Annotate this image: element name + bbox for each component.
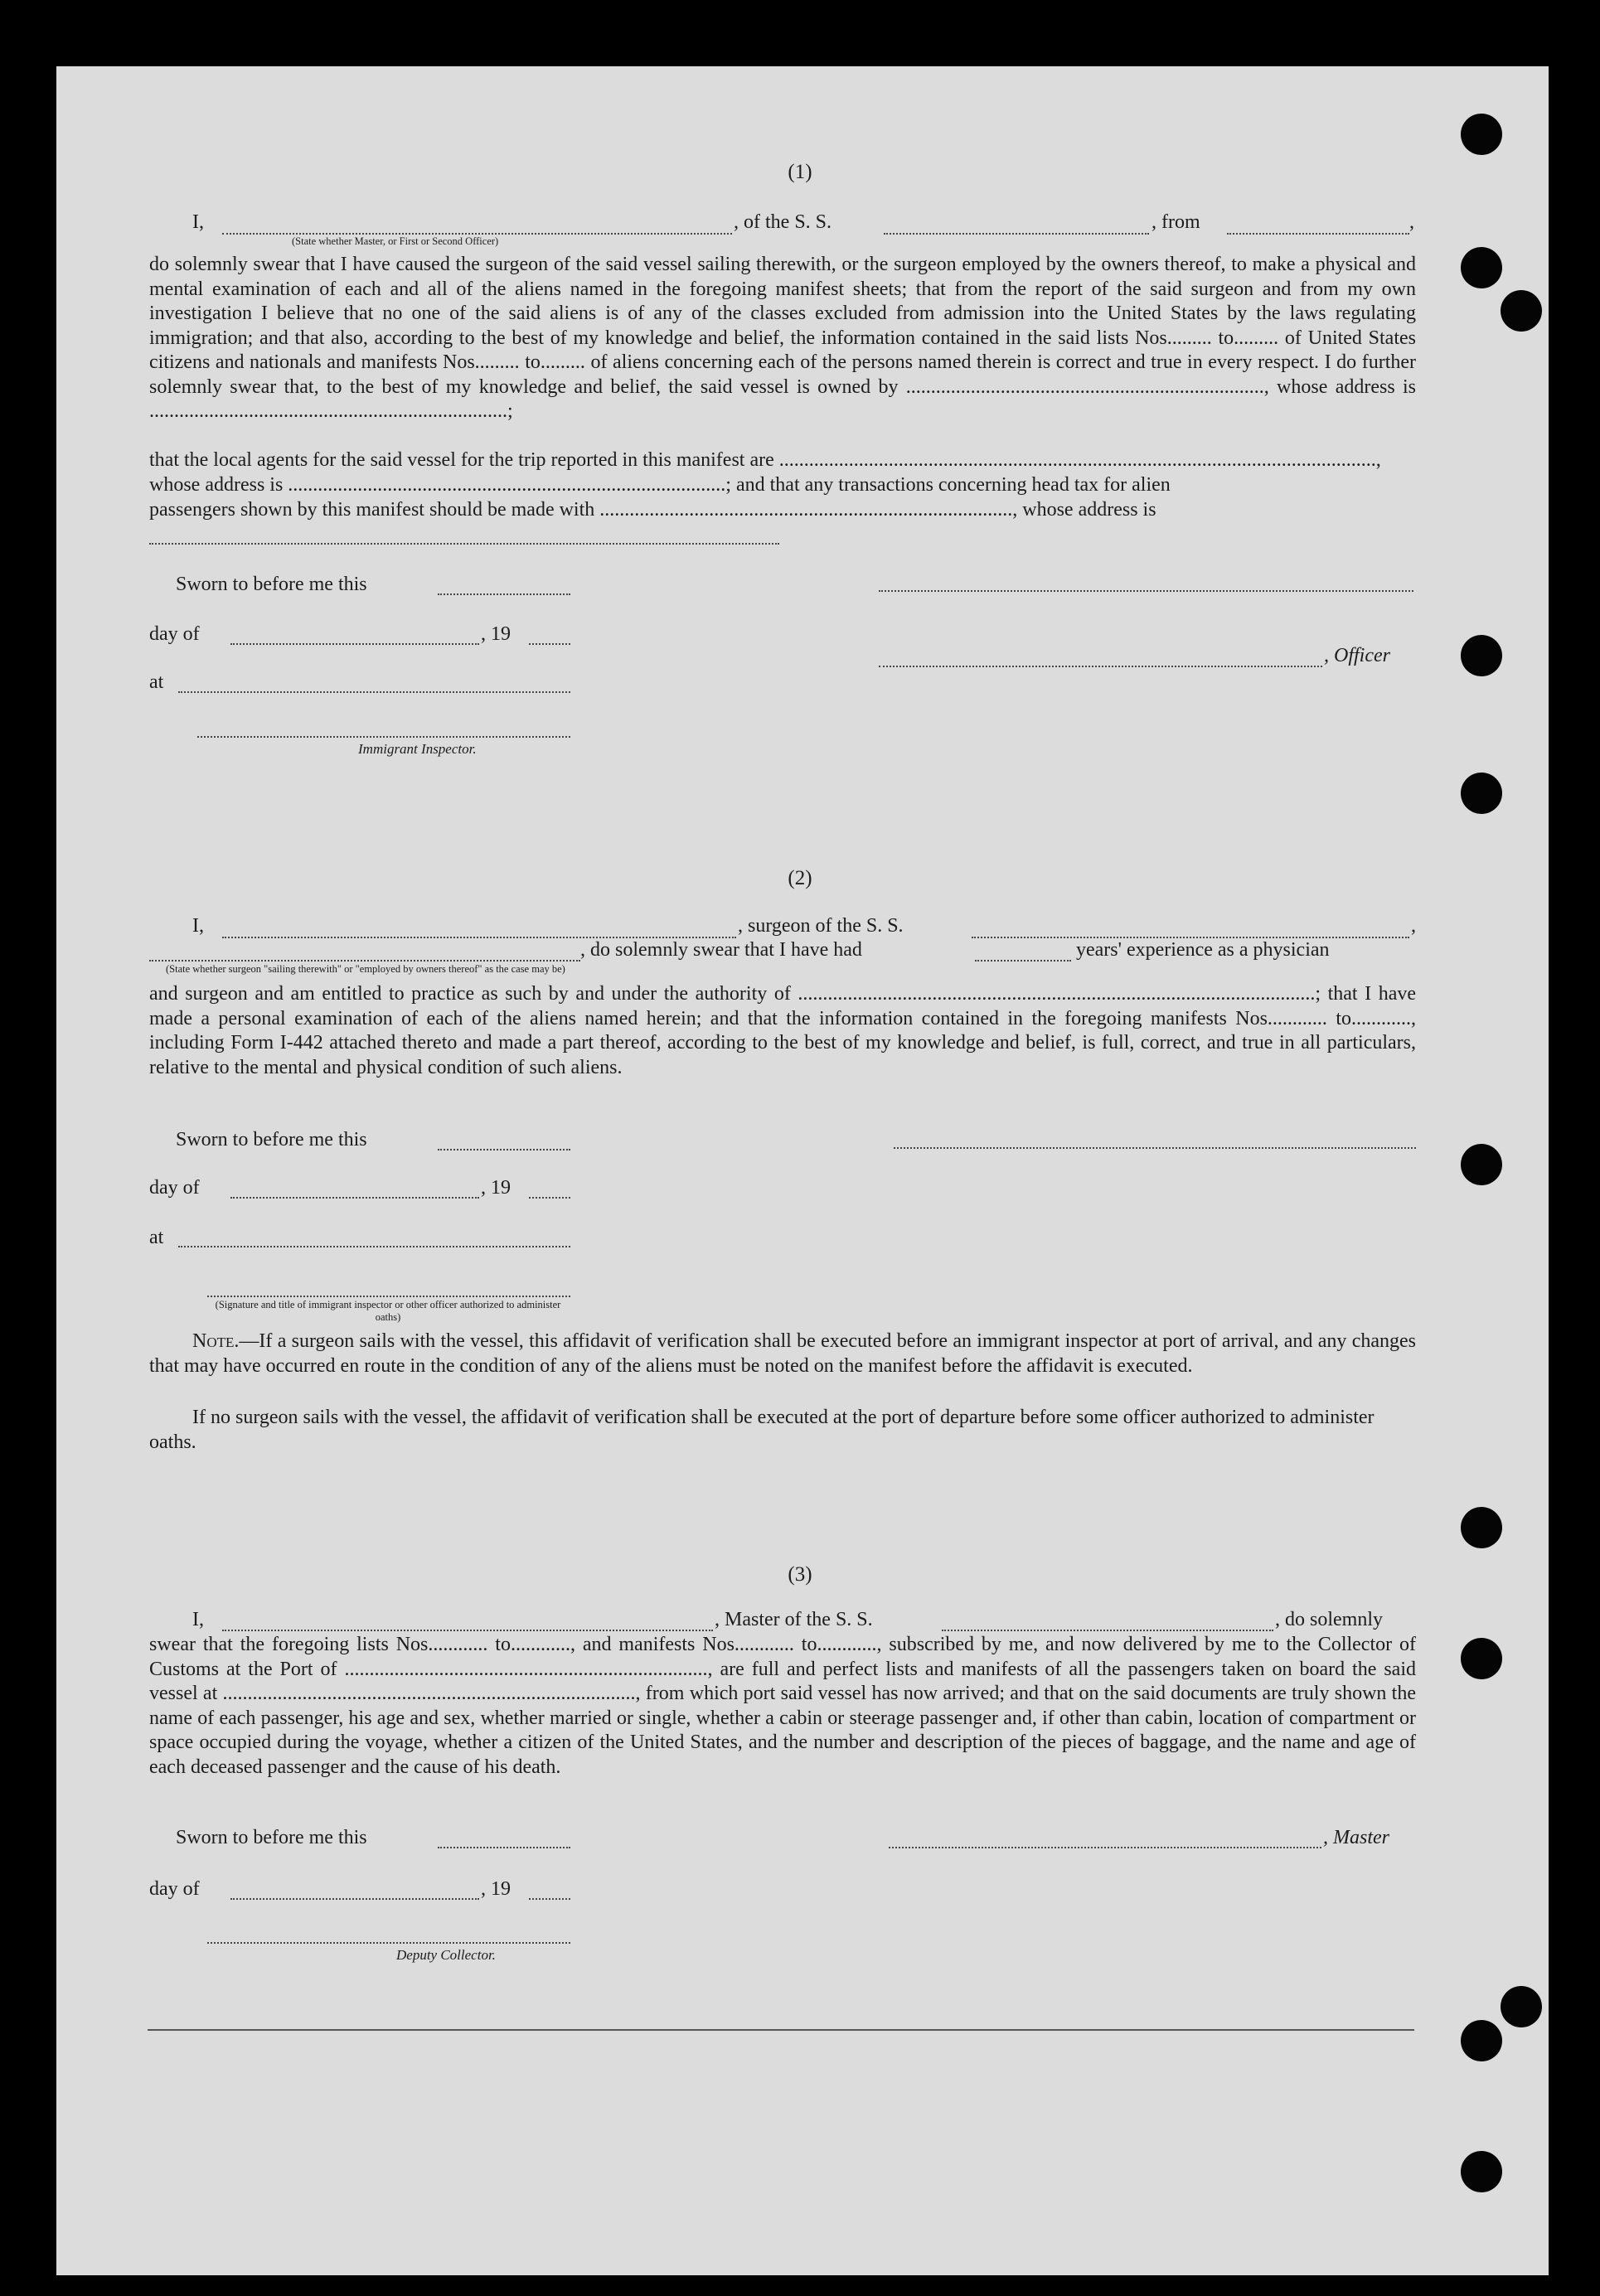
s1-day-of-blank[interactable]	[230, 643, 479, 645]
s1-sworn-label: Sworn to before me this	[176, 574, 367, 595]
s1-year-blank[interactable]	[529, 643, 570, 645]
s1-at-label: at	[149, 671, 164, 693]
s1-address-line-b: passengers shown by this manifest should be made with ..................................................................................., whose address is	[149, 499, 1156, 521]
s2-inspector-signature-blank[interactable]	[207, 1296, 570, 1297]
s2-year-label: , 19	[481, 1177, 511, 1199]
s2-signature-hint: (Signature and title of immigrant inspector or other officer authorized to administer oaths)	[215, 1299, 561, 1323]
s2-surgeon-label: , surgeon of the S. S.	[738, 915, 904, 937]
s3-collector-signature-blank[interactable]	[207, 1942, 570, 1944]
s1-officer-title-blank[interactable]	[879, 666, 1322, 667]
s1-at-blank[interactable]	[178, 691, 570, 693]
s3-vessel-blank[interactable]	[942, 1630, 1273, 1631]
s1-year-label: , 19	[481, 623, 511, 645]
s2-surgeon-name-blank[interactable]	[222, 937, 736, 938]
s3-master-label: , Master of the S. S.	[715, 1609, 873, 1630]
s1-address-line-a: whose address is ........................................................................................; and that any transactions concerning head tax for alien	[149, 474, 1171, 496]
s3-master-signature-blank[interactable]	[889, 1847, 1321, 1848]
s1-vessel-blank[interactable]	[884, 233, 1149, 235]
punch-hole	[1461, 773, 1502, 814]
punch-hole	[1461, 635, 1502, 676]
s2-at-label: at	[149, 1227, 164, 1248]
s1-day-of-label: day of	[149, 623, 200, 645]
s2-surgeon-signature-blank[interactable]	[894, 1147, 1416, 1149]
s1-head-tax-address-blank[interactable]	[149, 543, 779, 545]
s2-surgeon-status-blank[interactable]	[149, 960, 580, 962]
s1-paragraph: do solemnly swear that I have caused the surgeon of the said vessel sailing therewith, or the surgeon employed by the owners thereof, to make a physical and mental examination of each and all of the aliens named in the foregoing manifest sheets; that from the report of the said surgeon and from my own investigation I believe that no one of the said aliens is of any of the classes excluded from admission into the United States by the laws regulating immigration; and that also, according to the best of my knowledge and belief, the information contained in the said lists Nos......... to......... of United States citizens and nationals and manifests Nos......... to......... of aliens concerning each of the persons named therein is correct and true in every respect. I do further solemnly swear that, to the best of my knowledge and belief, the said vessel is owned by ........................................................................, whose address is ........................................................................;	[149, 254, 1416, 422]
s2-sworn-day-blank[interactable]	[438, 1149, 570, 1150]
s2-paragraph: and surgeon and am entitled to practice as such by and under the authority of ........................................................................................................; that I have made a personal examination of each of the aliens named herein; and that the information contained in the foregoing manifests Nos............ to............, including Form I-442 attached thereto and made a part thereof, according to the best of my knowledge and belief, is full, correct, and true in all particulars, relative to the mental and physical condition of such aliens.	[149, 983, 1416, 1078]
s3-day-of-blank[interactable]	[230, 1898, 479, 1900]
s1-officer-hint: (State whether Master, or First or Second Officer)	[292, 235, 499, 247]
s2-day-of-label: day of	[149, 1177, 200, 1199]
s1-from-blank[interactable]	[1227, 233, 1409, 235]
s1-inspector-signature-blank[interactable]	[197, 736, 570, 738]
s1-tail: ,	[1409, 211, 1414, 233]
punch-hole	[1501, 1986, 1542, 2027]
punch-hole	[1461, 1507, 1502, 1548]
s2-year-blank[interactable]	[529, 1197, 570, 1199]
section-2-number: (2)	[788, 867, 812, 889]
s1-officer-label: , Officer	[1324, 645, 1390, 666]
s2-vessel-blank[interactable]	[972, 937, 1409, 938]
s3-sworn-day-blank[interactable]	[438, 1847, 570, 1848]
s2-note-2: If no surgeon sails with the vessel, the affidavit of verification shall be executed at the port of departure before some officer authorized to administer oaths.	[149, 1407, 1375, 1453]
s2-years-blank[interactable]	[975, 960, 1071, 962]
s2-at-blank[interactable]	[178, 1246, 570, 1247]
s3-sworn-label: Sworn to before me this	[176, 1827, 367, 1848]
s3-collector-label: Deputy Collector.	[396, 1947, 496, 1963]
s3-year-label: , 19	[481, 1878, 511, 1900]
s3-day-of-label: day of	[149, 1878, 200, 1900]
s3-paragraph: swear that the foregoing lists Nos............ to............, and manifests Nos............ to............, subscribed by me, and now delivered by me to the Collector of Customs at the Port of ........................................................................., are full and perfect lists and manifests of all the passengers taken on board the said vessel at ..................................................................................., from which port said vessel has now arrived; and that on the said documents are truly shown the name of each passenger, his age and sex, whether married or single, whether a cabin or steerage passenger and, if other than cabin, location of compartment or space occupied during the voyage, whether a citizen of the United States, and the number and description of the pieces of baggage, and the name and age of each deceased passenger and the cause of his death.	[149, 1634, 1416, 1778]
s1-from-label: , from	[1152, 211, 1200, 233]
punch-hole	[1501, 290, 1542, 332]
s2-swear-label: , do solemnly swear that I have had	[580, 939, 862, 961]
section-3-number: (3)	[788, 1563, 812, 1586]
s2-i-label: I,	[192, 915, 204, 937]
s1-officer-name-blank[interactable]	[222, 233, 732, 235]
s3-i-label: I,	[192, 1609, 204, 1630]
s2-years-label: years' experience as a physician	[1076, 939, 1330, 961]
punch-hole	[1461, 114, 1502, 155]
s1-sworn-day-blank[interactable]	[438, 593, 570, 595]
s2-sworn-label: Sworn to before me this	[176, 1129, 367, 1150]
punch-hole	[1461, 1638, 1502, 1679]
s1-officer-signature-blank[interactable]	[879, 590, 1413, 592]
s1-inspector-label: Immigrant Inspector.	[358, 741, 477, 757]
s1-i-label: I,	[192, 211, 204, 233]
punch-hole	[1461, 247, 1502, 288]
s3-master-name-blank[interactable]	[222, 1630, 713, 1631]
s2-note	[149, 1330, 1416, 1378]
punch-hole	[1461, 2020, 1502, 2061]
bottom-rule	[148, 2029, 1414, 2031]
punch-hole	[1461, 1144, 1502, 1185]
punch-hole	[1461, 2151, 1502, 2192]
s3-solemnly-label: , do solemnly	[1275, 1609, 1383, 1630]
s1-vessel-label: , of the S. S.	[734, 211, 832, 233]
s3-master-signature-label: , Master	[1323, 1827, 1389, 1848]
s2-surgeon-hint: (State whether surgeon "sailing therewith" or "employed by owners thereof" as the case may be)	[166, 963, 565, 975]
s3-year-blank[interactable]	[529, 1898, 570, 1900]
s2-note-label: Note.	[192, 1330, 240, 1352]
s2-day-of-blank[interactable]	[230, 1197, 479, 1199]
section-1-number: (1)	[788, 161, 812, 183]
s2-note-text: —If a surgeon sails with the vessel, this affidavit of verification shall be executed before an immigrant inspector at port of arrival, and any changes that may have occurred en route in the condition of any of the aliens must be noted on the manifest before the affidavit is executed.	[149, 1330, 1416, 1377]
s2-tail: ,	[1411, 915, 1416, 937]
s1-agents-line: that the local agents for the said vessel for the trip reported in this manifest are ........................................................................................................................,	[149, 449, 1381, 471]
